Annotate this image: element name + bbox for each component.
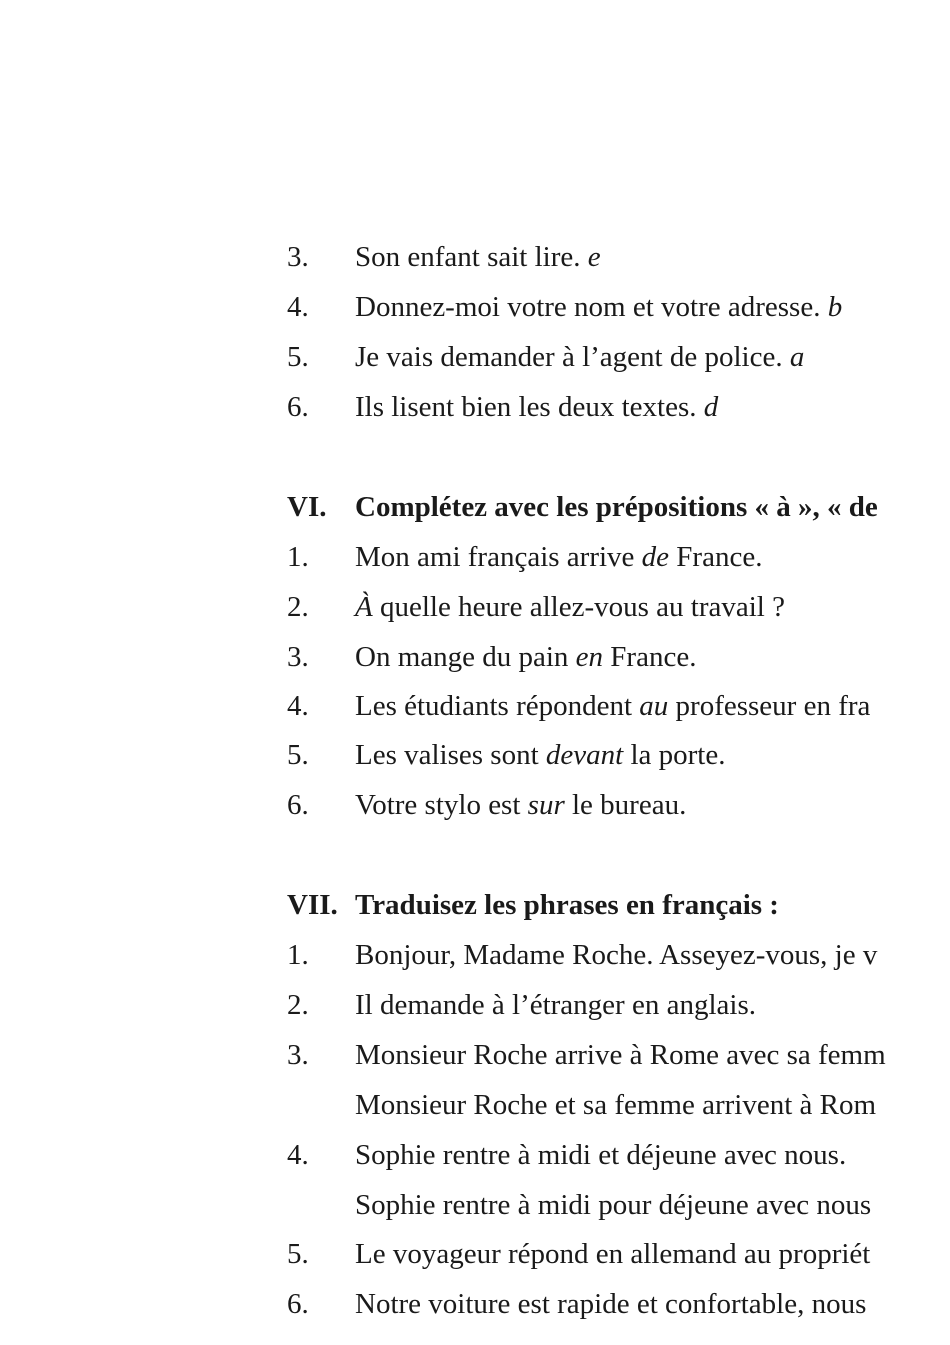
- exercise-7-item-3-alt: Monsieur Roche et sa femme arrivent à Rom: [355, 1089, 877, 1121]
- exercise-5-item-5: 5. Je vais demander à l’agent de police. a: [287, 341, 805, 373]
- exercise-5-item-6: 6. Ils lisent bien les deux textes. d: [287, 391, 719, 423]
- exercise-6-item-1: 1. Mon ami français arrive de France.: [287, 541, 763, 573]
- exercise-7-item-2: 2. Il demande à l’étranger en anglais.: [287, 989, 756, 1021]
- exercise-6-item-6: 6. Votre stylo est sur le bureau.: [287, 789, 687, 821]
- exercise-7-item-3: 3. Monsieur Roche arrive à Rome avec sa femm: [287, 1039, 886, 1071]
- answer-letter: a: [789, 341, 805, 373]
- section-7-heading: VII. Traduisez les phrases en français :: [287, 889, 779, 921]
- exercise-6-item-3: 3. On mange du pain en France.: [287, 641, 697, 673]
- exercise-7-item-4: 4. Sophie rentre à midi et déjeune avec nous.: [287, 1139, 847, 1171]
- exercise-6-item-5: 5. Les valises sont devant la porte.: [287, 739, 726, 771]
- exercise-6-item-4: 4. Les étudiants répondent au professeur en fra: [287, 690, 871, 722]
- exercise-5-item-4: 4. Donnez-moi votre nom et votre adresse. b: [287, 291, 843, 323]
- section-6-heading: VI. Complétez avec les prépositions « à », « de: [287, 491, 878, 523]
- answer-letter: b: [827, 291, 843, 323]
- answer-letter: e: [587, 241, 601, 273]
- exercise-7-item-1: 1. Bonjour, Madame Roche. Asseyez-vous, je v: [287, 939, 878, 971]
- exercise-5-item-3: 3. Son enfant sait lire. e: [287, 241, 601, 273]
- exercise-7-item-6: 6. Notre voiture est rapide et confortable, nous: [287, 1288, 867, 1320]
- exercise-7-item-4-alt: Sophie rentre à midi pour déjeune avec nous: [355, 1189, 872, 1221]
- exercise-6-item-2: 2. À quelle heure allez-vous au travail ?: [287, 591, 785, 623]
- answer-letter: d: [703, 391, 719, 423]
- exercise-7-item-5: 5. Le voyageur répond en allemand au propriét: [287, 1238, 871, 1270]
